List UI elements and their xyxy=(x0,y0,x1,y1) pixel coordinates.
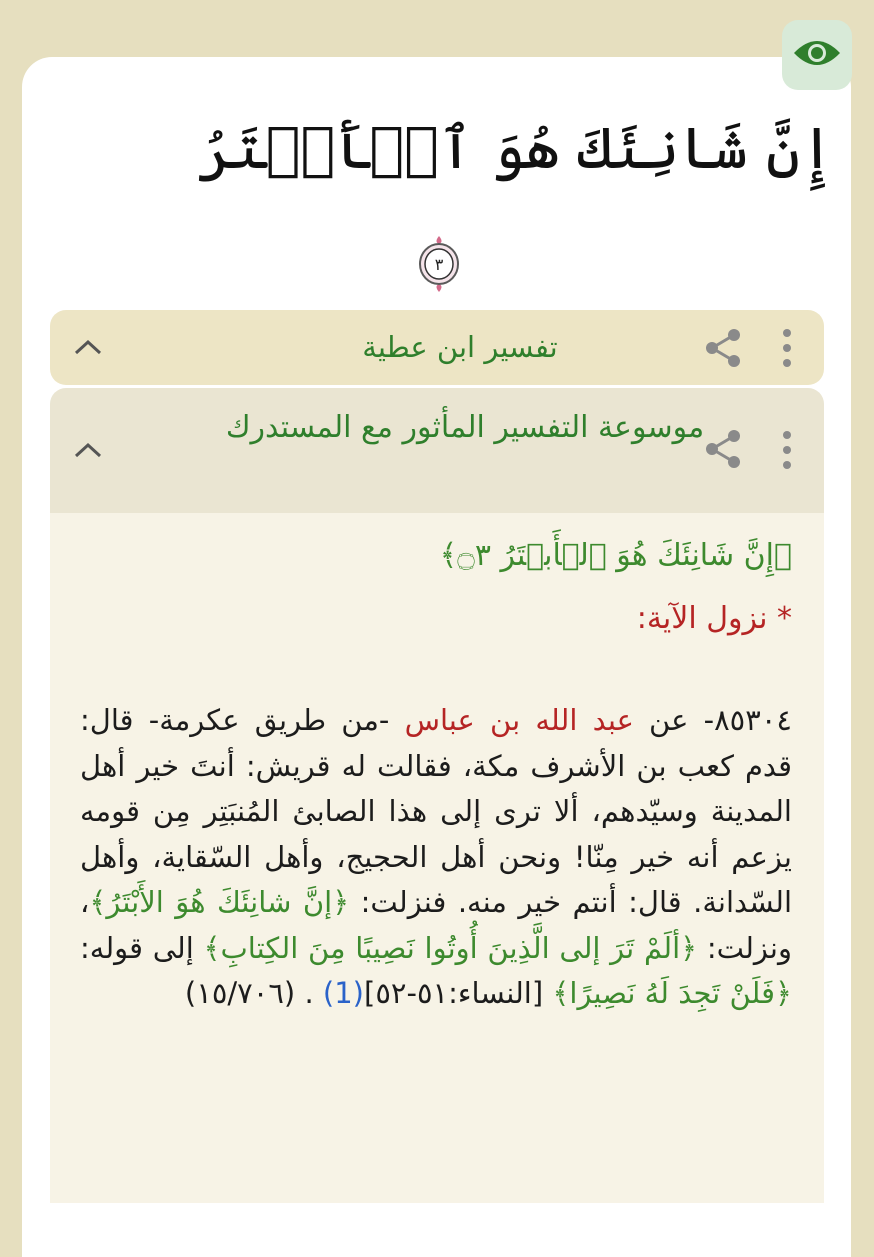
ayah-number-marker xyxy=(418,234,460,294)
narration-text: ، ونزلت: xyxy=(80,885,792,965)
narration-text: إلى قوله: xyxy=(80,930,204,965)
quran-quote: ﴿فَلَنْ تَجِدَ لَهُ نَصِيرًا﴾ xyxy=(552,976,792,1010)
verse-quote: ﴿إِنَّ شَانِئَكَ هُوَ ٱلۡأَبۡتَرُ ۝٣﴾ xyxy=(439,538,792,573)
narration-number: ٨٥٣٠٤- عن xyxy=(633,703,792,737)
quran-verse: إِنَّ شَانِئَكَ هُوَ ٱلۡأَبۡتَرُ xyxy=(197,114,834,182)
section-heading xyxy=(80,601,792,636)
eye-icon xyxy=(792,37,842,73)
heading-star: * xyxy=(777,601,792,636)
vertical-dots-icon[interactable] xyxy=(780,328,794,368)
quran-quote: ﴿إنَّ شانِئَكَ هُوَ الأَبْتَرُ﴾ xyxy=(89,885,350,919)
chevron-up-icon[interactable] xyxy=(72,440,104,460)
footnote-link[interactable]: (1) xyxy=(322,976,364,1010)
share-icon[interactable] xyxy=(700,325,746,371)
tafsir-title: تفسير ابن عطية xyxy=(362,330,558,364)
tafsir-body xyxy=(50,513,824,1203)
heading-text: نزول الآية: xyxy=(636,601,768,636)
vertical-dots-icon[interactable] xyxy=(780,430,794,470)
narration-text: -من طريق عكرمة- قال: قدم كعب بن الأشرف مكة، فقالت له قريش: أنتَ خير أهل المدينة وسيّدهم، ألا ترى إلى هذا الصابئ المُنبَتِر مِن قومه يزعم أنه خير مِنّا! ونحن أهل الحجيج، وأهل السّقاية، وأهل السّدانة. قال: أنتم خير منه. فنزلت: xyxy=(80,703,792,919)
volume-reference: . (١٥/٧٠٦) xyxy=(184,976,323,1010)
share-icon[interactable] xyxy=(700,426,746,472)
narrator-name: عبد الله بن عباس xyxy=(404,703,634,737)
chevron-up-icon[interactable] xyxy=(72,337,104,357)
surah-reference: [النساء:٥١-٥٢] xyxy=(363,976,553,1010)
narration-paragraph xyxy=(80,698,792,1017)
ayah-number: ٣ xyxy=(434,255,444,274)
tafsir-title: موسوعة التفسير المأثور مع المستدرك xyxy=(225,410,705,445)
tafsir-section-mawsuah[interactable] xyxy=(50,388,824,513)
tafsir-section-ibn-atiyya[interactable] xyxy=(50,310,824,385)
toggle-visibility-button[interactable] xyxy=(782,20,852,90)
quran-quote: ﴿ألَمْ تَرَ إلى الَّذِينَ أُوتُوا نَصِيبًا مِنَ الكِتابِ﴾ xyxy=(203,930,698,965)
